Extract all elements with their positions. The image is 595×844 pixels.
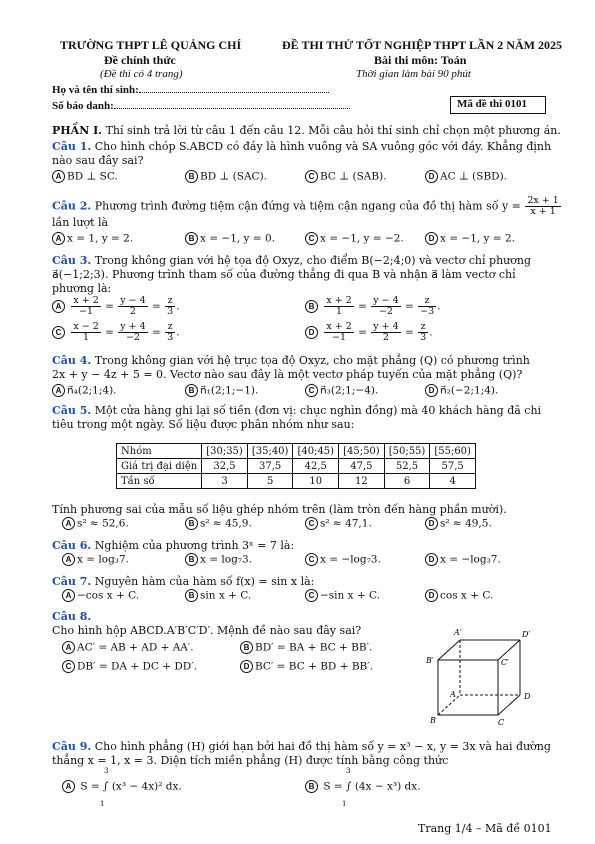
q2-option-b[interactable]: B x = −1, y = 0. — [185, 232, 275, 245]
q2-option-a[interactable]: A x = 1, y = 2. — [52, 232, 133, 245]
q7-stem: Câu 7. Nguyên hàm của hàm số f(x) = sin x là: — [52, 575, 315, 588]
table-cell: 3 — [202, 474, 248, 489]
table-cell: 6 — [384, 474, 430, 489]
q6-stem: Câu 6. Nghiệm của phương trình 3ˣ = 7 là: — [52, 539, 295, 552]
q5-option-a[interactable]: A s² ≈ 52,6. — [62, 517, 129, 530]
q5-option-c[interactable]: C s² ≈ 47,1. — [305, 517, 372, 530]
q2-fraction: $\frac{2x + 1}{x + 1}$ — [527, 195, 559, 217]
q2-option-c[interactable]: C x = −1, y = −2. — [305, 232, 404, 245]
vertex-label-d-prime: D′ — [522, 630, 531, 639]
vertex-label-b-prime: B′ — [426, 656, 434, 665]
table-row-label: Giá trị đại diện — [117, 459, 202, 474]
q1-option-b[interactable]: B BD ⊥ (SAC). — [185, 170, 267, 183]
exam-time: Thời gian làm bài 90 phút — [356, 68, 471, 80]
q4-stem-2: 2x + y − 4z + 5 = 0. Vectơ nào sau đây là một vectơ pháp tuyến của mặt phẳng (Q)? — [52, 368, 523, 381]
pages-note: (Đề thi có 4 trang) — [100, 68, 183, 80]
q8-option-d[interactable]: D BC′ = BC + BD + BB′. — [240, 660, 373, 673]
table-cell: 5 — [247, 474, 293, 489]
table-cell: 32,5 — [202, 459, 248, 474]
subject: Bài thi môn: Toán — [374, 53, 467, 67]
table-cell: [50;55) — [384, 444, 430, 459]
q9-option-b[interactable]: B S = ∫ (4x − x³) dx. — [305, 780, 421, 793]
q1-option-a[interactable]: A BD ⊥ SC. — [52, 170, 118, 183]
q3-option-d[interactable]: D $\frac{x + 2}{-1}$ = $\frac{y + 4}{2}$ = $\frac{z}{3}$ . — [305, 322, 433, 343]
q2-option-d[interactable]: D x = −1, y = 2. — [425, 232, 515, 245]
q4-option-b[interactable]: B n⃗₁(2;1;−1). — [185, 384, 258, 397]
table-cell: [35;40) — [247, 444, 293, 459]
q6-option-b[interactable]: B x = log₇3. — [185, 553, 252, 566]
q8-option-b[interactable]: B BD′ = BA + BC + BB′. — [240, 641, 372, 654]
table-cell: 42,5 — [293, 459, 339, 474]
q8-number: Câu 8. — [52, 610, 92, 623]
q7-option-a[interactable]: A −cos x + C. — [62, 589, 139, 602]
table-cell: 10 — [293, 474, 339, 489]
vertex-label-c: C — [498, 718, 505, 727]
q4-option-a[interactable]: A n⃗₄(2;1;4). — [52, 384, 117, 397]
q9-b-upper-limit: 3 — [346, 767, 351, 775]
q9-a-upper-limit: 3 — [104, 767, 109, 775]
q6-option-d[interactable]: D x = −log₃7. — [425, 553, 501, 566]
table-cell: [40;45) — [293, 444, 339, 459]
q9-b-lower-limit: 1 — [342, 800, 347, 808]
table-row-groups — [117, 444, 476, 459]
q3-option-c[interactable]: C $\frac{x - 2}{1}$ = $\frac{y + 4}{-2}$ = $\frac{z}{3}$ . — [52, 322, 180, 343]
q5-option-b[interactable]: B s² ≈ 45,9. — [185, 517, 252, 530]
table-cell: [30;35) — [202, 444, 248, 459]
part1-intro: PHẦN I. Thí sinh trả lời từ câu 1 đến câu 12. Mỗi câu hỏi thí sinh chỉ chọn một phương án. — [52, 124, 561, 137]
school-name: TRƯỜNG THPT LÊ QUẢNG CHÍ — [60, 38, 242, 52]
q2-stem-2: lần lượt là — [52, 216, 109, 229]
q9-a-lower-limit: 1 — [100, 800, 105, 808]
q8-stem: Cho hình hộp ABCD.A′B′C′D′. Mệnh đề nào sau đây sai? — [52, 624, 362, 637]
q4-option-c[interactable]: C n⃗₃(2;1;−4). — [305, 384, 378, 397]
table-cell: [55;60) — [430, 444, 476, 459]
vertex-label-a: A — [450, 690, 456, 699]
table-cell: 52,5 — [384, 459, 430, 474]
vertex-label-a-prime: A′ — [454, 628, 462, 637]
q5-option-d[interactable]: D s² ≈ 49,5. — [425, 517, 492, 530]
exam-title: ĐỀ THI THỬ TỐT NGHIỆP THPT LẦN 2 NĂM 2025 — [282, 38, 562, 52]
q5-stem-3: Tính phương sai của mẫu số liệu ghép nhóm trên (làm tròn đến hàng phần mười). — [52, 503, 507, 516]
q2-stem: Câu 2. Phương trình đường tiệm cận đứng và tiệm cận ngang của đồ thị hàm số y = $\frac{2x + 1}{x + 1}$ — [52, 195, 559, 217]
q3-stem: Câu 3. Trong không gian với hệ tọa độ Oxyz, cho điểm B(−2;4;0) và vectơ chỉ phương — [52, 254, 531, 267]
grouped-data-table — [116, 443, 476, 489]
name-label: Họ và tên thí sinh: — [52, 84, 329, 96]
q1-option-c[interactable]: C BC ⊥ (SAB). — [305, 170, 387, 183]
table-cell: 4 — [430, 474, 476, 489]
id-label: Số báo danh: — [52, 100, 350, 112]
table-row-centers — [117, 459, 476, 474]
q5-stem: Câu 5. Một cửa hàng ghi lại số tiền (đơn vị: chục nghìn đồng) mà 40 khách hàng đã chi — [52, 404, 542, 417]
q3-option-a[interactable]: A $\frac{x + 2}{-1}$ = $\frac{y - 4}{2}$ = $\frac{z}{3}$ . — [52, 296, 180, 317]
q1-option-d[interactable]: D AC ⊥ (SBD). — [425, 170, 507, 183]
q6-option-a[interactable]: A x = log₃7. — [62, 553, 129, 566]
table-cell: 47,5 — [339, 459, 385, 474]
table-cell: [45;50) — [339, 444, 385, 459]
parallelepiped-figure — [420, 625, 550, 730]
vertex-label-d: D — [524, 692, 531, 701]
q1-stem: Câu 1. Cho hình chóp S.ABCD có đáy là hình vuông và SA vuông góc với đáy. Khẳng định — [52, 140, 552, 153]
exam-code: Mã đề thi 0101 — [457, 98, 527, 110]
q3-stem-2: a⃗(−1;2;3). Phương trình tham số của đường thẳng đi qua B và nhận a⃗ làm vectơ chỉ — [52, 268, 516, 281]
q1-stem-2: nào sau đây sai? — [52, 154, 144, 167]
vertex-label-b: B — [430, 716, 436, 725]
q9-stem-2: thẳng x = 1, x = 3. Diện tích miền phẳng (H) được tính bằng công thức — [52, 754, 449, 767]
table-row-freq — [117, 474, 476, 489]
q5-stem-2: tiêu trong một ngày. Số liệu được phân nhóm như sau: — [52, 418, 355, 431]
official-label: Đề chính thức — [104, 53, 176, 67]
code-box — [450, 96, 546, 114]
table-cell: 37,5 — [247, 459, 293, 474]
q8-option-c[interactable]: C DB′ = DA + DC + DD′. — [62, 660, 197, 673]
q3-stem-3: phương là: — [52, 282, 112, 295]
q7-option-c[interactable]: C −sin x + C. — [305, 589, 380, 602]
q8-option-a[interactable]: A AC′ = AB + AD + AA′. — [62, 641, 194, 654]
q7-option-d[interactable]: D cos x + C. — [425, 589, 493, 602]
table-cell: 12 — [339, 474, 385, 489]
table-cell: 57,5 — [430, 459, 476, 474]
table-row-label: Tần số — [117, 474, 202, 489]
q7-option-b[interactable]: B sin x + C. — [185, 589, 251, 602]
vertex-label-c-prime: C′ — [501, 658, 509, 667]
q9-stem: Câu 9. Cho hình phẳng (H) giới hạn bởi hai đồ thị hàm số y = x³ − x, y = 3x và hai đường — [52, 740, 551, 753]
q4-option-d[interactable]: D n⃗₂(−2;1;4). — [425, 384, 498, 397]
q3-option-b[interactable]: B $\frac{x + 2}{1}$ = $\frac{y - 4}{-2}$ = $\frac{z}{-3}$ . — [305, 296, 441, 317]
page-footer: Trang 1/4 – Mã đề 0101 — [418, 822, 552, 835]
table-row-label: Nhóm — [117, 444, 202, 459]
q9-option-a[interactable]: A S = ∫ (x³ − 4x)² dx. — [62, 780, 182, 793]
q4-stem: Câu 4. Trong không gian với hệ trục tọa độ Oxyz, cho mặt phẳng (Q) có phương trình — [52, 354, 530, 367]
q6-option-c[interactable]: C x = −log₇3. — [305, 553, 381, 566]
